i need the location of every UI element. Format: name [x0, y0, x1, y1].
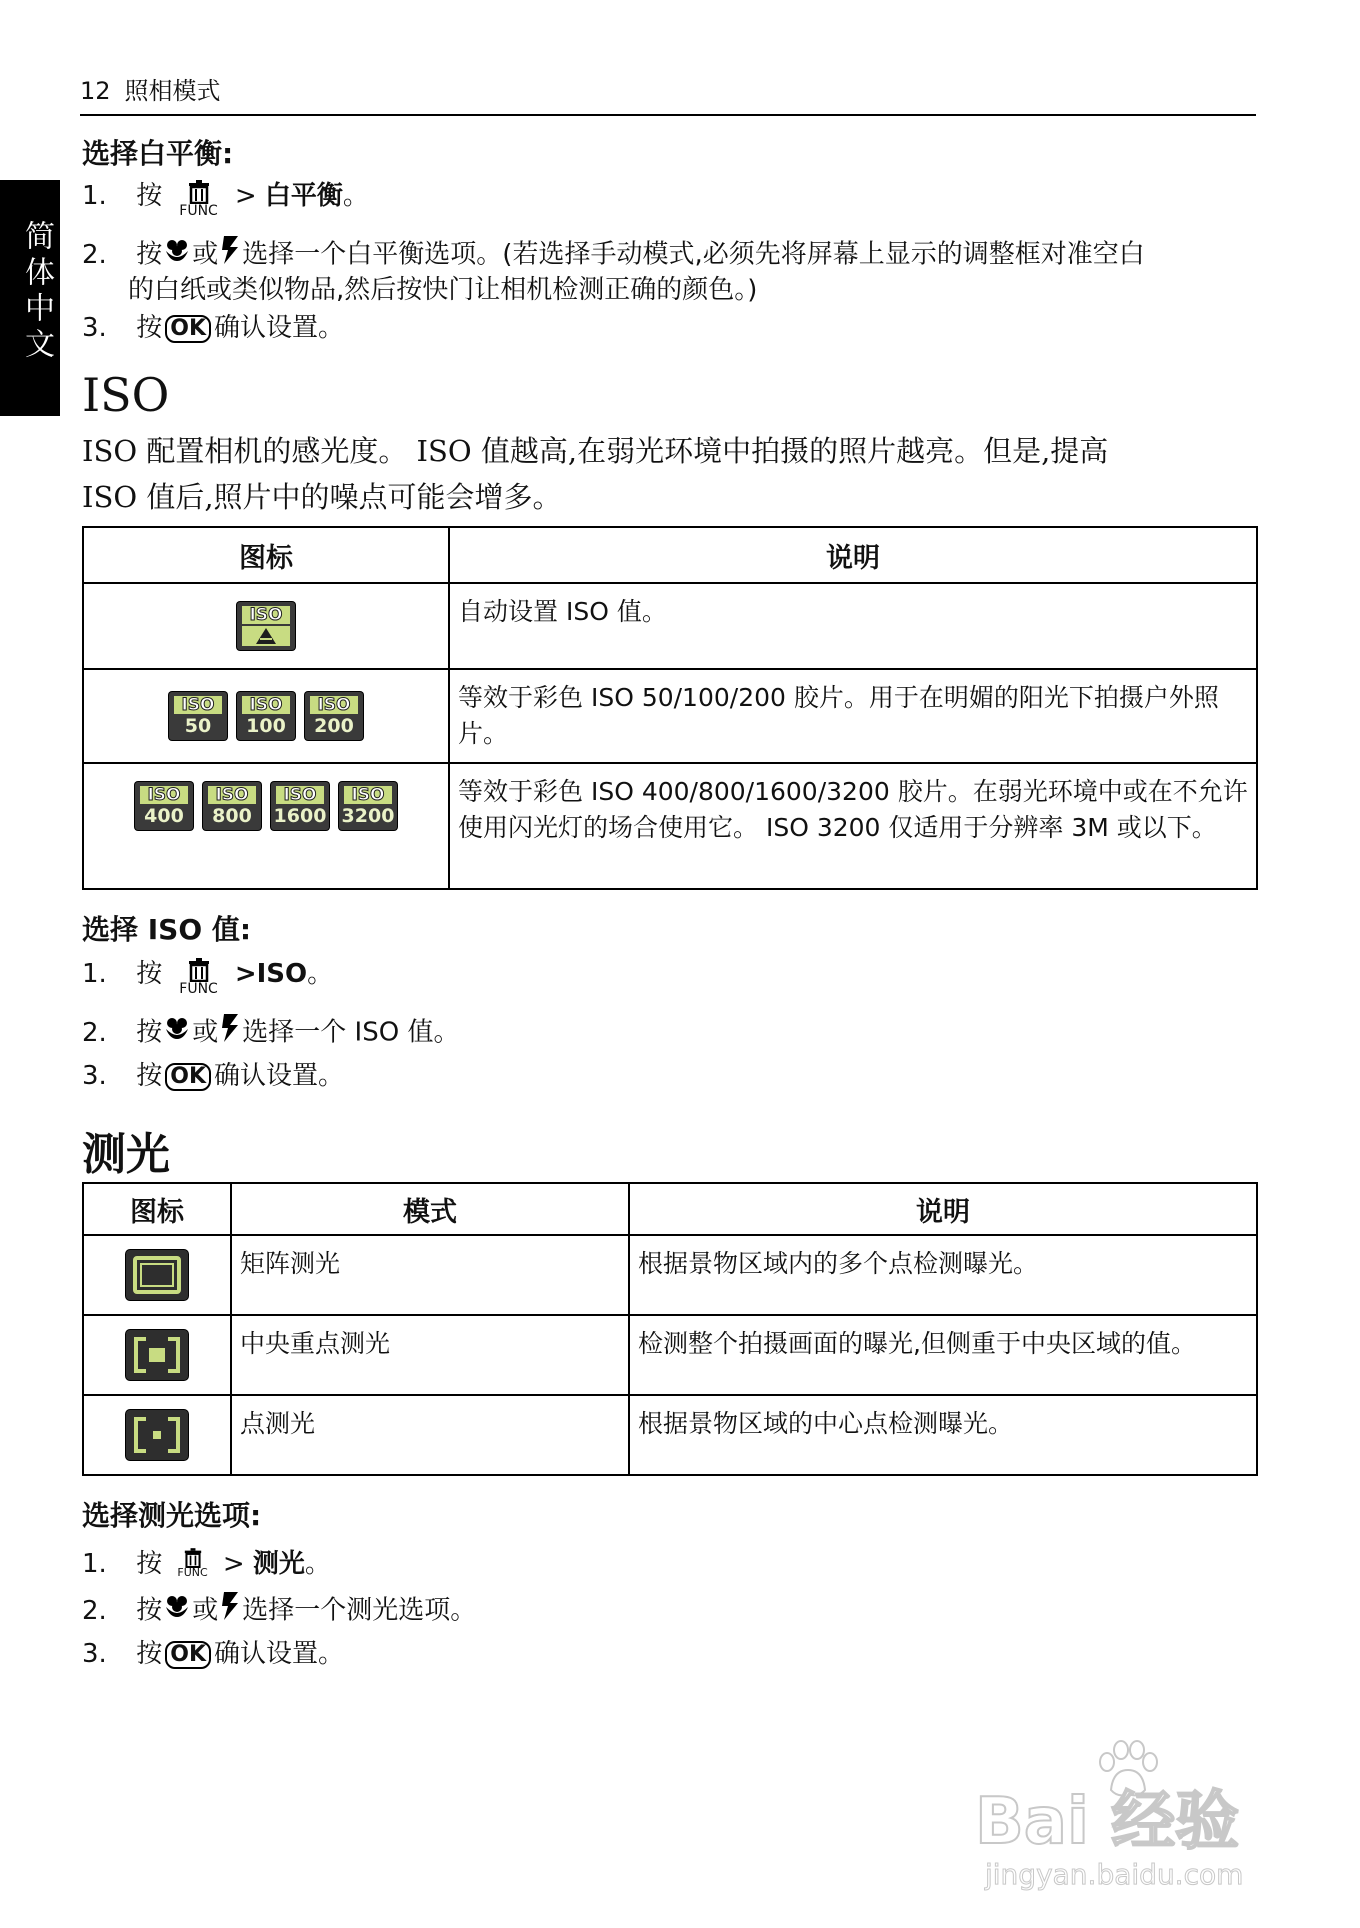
table-row — [83, 583, 1257, 669]
iso-intro-line-1: ISO 配置相机的感光度。 ISO 值越高,在弱光环境中拍摄的照片越亮。但是,提高 — [82, 434, 1109, 468]
iso-auto-icon: ISO — [237, 602, 295, 650]
iso-100-icon: ISO 100 — [237, 692, 295, 740]
func-label: FUNC — [177, 1566, 208, 1579]
step-number: 2. — [82, 1595, 107, 1626]
ok-button-icon: OK — [165, 1641, 211, 1669]
step-text-continued: 的白纸或类似物品,然后按快门让相机检测正确的颜色。) — [128, 275, 758, 305]
metering-icon-cell — [83, 1395, 231, 1475]
step-text: 或 — [192, 1595, 219, 1626]
flash-bolt-icon — [220, 236, 240, 274]
step-text: > — [234, 181, 257, 211]
col-mode: 模式 — [231, 1183, 629, 1235]
func-trash-icon — [175, 1546, 211, 1582]
step-number: 1. — [82, 1549, 107, 1579]
flash-bolt-icon — [220, 1592, 240, 1630]
iso-step-3 — [82, 1058, 344, 1094]
step-text: 按 — [136, 313, 163, 343]
page-section-title: 照相模式 — [124, 77, 221, 105]
baidu-watermark — [975, 1740, 1295, 1890]
step-number: 3. — [82, 1061, 107, 1091]
step-text: 或 — [192, 239, 219, 270]
iso-3200-icon: ISO 3200 — [339, 782, 397, 830]
iso-200-icon: ISO 200 — [305, 692, 363, 740]
step-text: 按 — [136, 1595, 163, 1626]
metering-desc-cell: 根据景物区域的中心点检测曝光。 — [629, 1395, 1257, 1475]
macro-flower-icon — [164, 1593, 190, 1629]
white-balance-heading: 选择白平衡: — [82, 137, 234, 170]
iso-1600-icon: ISO 1600 — [271, 782, 329, 830]
watermark-brand: Bai 经验 — [975, 1785, 1240, 1859]
step-text: 选择一个 ISO 值。 — [242, 1017, 460, 1048]
func-trash-icon — [175, 178, 223, 219]
func-label: FUNC — [179, 981, 218, 997]
step-target: 白平衡 — [264, 181, 343, 211]
metering-step-1 — [82, 1546, 331, 1582]
step-text: 。 — [342, 181, 369, 211]
table-row — [83, 1395, 1257, 1475]
col-description: 说明 — [629, 1183, 1257, 1235]
step-text: 或 — [192, 1017, 219, 1048]
metering-icon-cell — [83, 1315, 231, 1395]
step-text: 按 — [136, 239, 163, 270]
iso-400-icon: ISO 400 — [135, 782, 193, 830]
iso-50-icon: ISO 50 — [169, 692, 227, 740]
step-text: 选择一个白平衡选项。(若选择手动模式,必须先将屏幕上显示的调整框对准空白 — [242, 239, 1145, 270]
metering-mode-cell: 中央重点测光 — [231, 1315, 629, 1395]
metering-step-3 — [82, 1636, 344, 1672]
ok-button-icon: OK — [165, 315, 211, 343]
step-number: 1. — [82, 959, 107, 989]
table-row — [83, 1235, 1257, 1315]
wb-step-3 — [82, 310, 344, 346]
step-target: 测光 — [252, 1549, 305, 1579]
iso-800-icon: ISO 800 — [203, 782, 261, 830]
iso-table — [82, 526, 1258, 890]
step-text: 按 — [136, 1639, 163, 1669]
iso-intro-line-2: ISO 值后,照片中的噪点可能会增多。 — [82, 480, 562, 514]
flash-bolt-icon — [220, 1014, 240, 1052]
step-text: 按 — [136, 1549, 163, 1579]
step-number: 2. — [82, 239, 107, 270]
step-text: > — [222, 1549, 245, 1579]
language-label: 简体中文 — [19, 220, 54, 364]
metering-mode-cell: 点测光 — [231, 1395, 629, 1475]
iso-desc-cell: 自动设置 ISO 值。 — [449, 583, 1257, 669]
metering-desc-cell: 根据景物区域内的多个点检测曝光。 — [629, 1235, 1257, 1315]
wb-step-1 — [82, 178, 369, 219]
select-iso-heading: 选择 ISO 值: — [82, 913, 252, 946]
metering-icon-cell — [83, 1235, 231, 1315]
table-header-row — [83, 527, 1257, 583]
iso-desc-cell: 等效于彩色 ISO 50/100/200 胶片。用于在明媚的阳光下拍摄户外照片。 — [449, 669, 1257, 763]
func-label: FUNC — [179, 203, 218, 219]
step-number: 3. — [82, 1639, 107, 1669]
metering-desc-cell: 检测整个拍摄画面的曝光,但侧重于中央区域的值。 — [629, 1315, 1257, 1395]
metering-step-2 — [82, 1592, 476, 1630]
center-weighted-metering-icon — [126, 1330, 188, 1380]
col-icon: 图标 — [83, 1183, 231, 1235]
select-metering-heading: 选择测光选项: — [82, 1499, 262, 1532]
step-number: 3. — [82, 313, 107, 343]
iso-intro-paragraph — [82, 428, 1262, 520]
spot-metering-icon — [126, 1410, 188, 1460]
language-side-tab — [0, 180, 60, 416]
table-row — [83, 669, 1257, 763]
page-header — [80, 74, 1256, 116]
table-row — [83, 763, 1257, 889]
iso-step-1 — [82, 956, 334, 997]
step-number: 2. — [82, 1017, 107, 1048]
step-text: 选择一个测光选项。 — [242, 1595, 477, 1626]
metering-section-title: 测光 — [82, 1129, 170, 1180]
table-row — [83, 1315, 1257, 1395]
page-number: 12 — [80, 77, 111, 105]
metering-mode-cell: 矩阵测光 — [231, 1235, 629, 1315]
step-target: >ISO — [234, 959, 308, 989]
matrix-metering-icon — [126, 1250, 188, 1300]
step-text: 。 — [307, 959, 334, 989]
iso-icon-cell — [83, 583, 449, 669]
step-text: 确认设置。 — [214, 1639, 345, 1669]
wb-step-2 — [82, 236, 1145, 305]
macro-flower-icon — [164, 237, 190, 273]
macro-flower-icon — [164, 1015, 190, 1051]
step-number: 1. — [82, 181, 107, 211]
col-description: 说明 — [449, 527, 1257, 583]
iso-desc-cell: 等效于彩色 ISO 400/800/1600/3200 胶片。在弱光环境中或在不允许使用闪光灯的场合使用它。 ISO 3200 仅适用于分辨率 3M 或以下。 — [449, 763, 1257, 889]
step-text: 确认设置。 — [214, 313, 345, 343]
metering-table — [82, 1182, 1258, 1476]
table-header-row — [83, 1183, 1257, 1235]
ok-button-icon: OK — [165, 1063, 211, 1091]
watermark-url: jingyan.baidu.com — [985, 1858, 1244, 1891]
func-trash-icon — [175, 956, 223, 997]
col-icon: 图标 — [83, 527, 449, 583]
iso-icon-cell — [83, 669, 449, 763]
step-text: 按 — [136, 1017, 163, 1048]
iso-icon-cell — [83, 763, 449, 889]
iso-section-title: ISO — [82, 368, 170, 422]
step-text: 按 — [136, 959, 163, 989]
iso-step-2 — [82, 1014, 459, 1052]
step-text: 按 — [136, 1061, 163, 1091]
step-text: 确认设置。 — [214, 1061, 345, 1091]
step-text: 按 — [136, 181, 163, 211]
step-text: 。 — [304, 1549, 331, 1579]
